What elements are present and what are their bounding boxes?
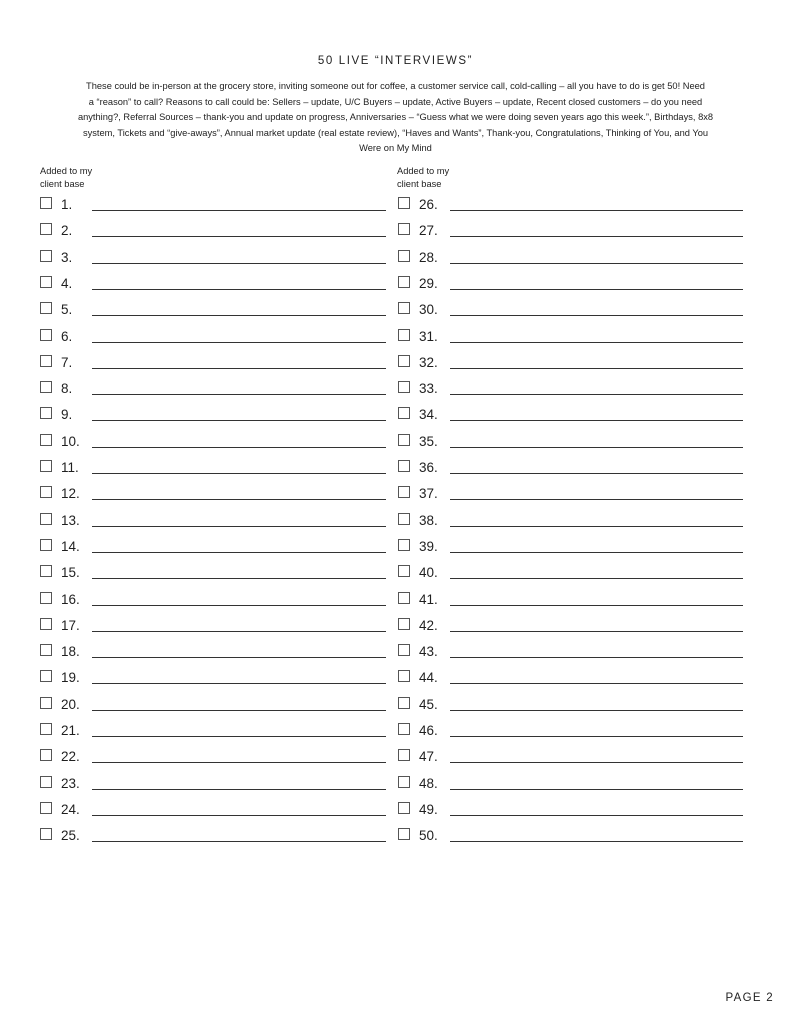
entry-row bbox=[398, 325, 743, 347]
column-header-line: client base bbox=[397, 179, 442, 189]
entry-row bbox=[40, 535, 386, 557]
entry-number: 13. bbox=[61, 512, 80, 528]
entry-number: 22. bbox=[61, 749, 80, 765]
entry-number: 19. bbox=[61, 670, 80, 686]
entry-write-line[interactable] bbox=[92, 341, 386, 343]
added-to-client-base-checkbox[interactable] bbox=[40, 618, 52, 630]
added-to-client-base-checkbox[interactable] bbox=[398, 723, 410, 735]
entry-write-line[interactable] bbox=[450, 419, 743, 421]
page-number: PAGE 2 bbox=[725, 992, 774, 1004]
entry-write-line[interactable] bbox=[450, 577, 743, 579]
entry-row bbox=[40, 456, 386, 478]
entry-row bbox=[40, 377, 386, 399]
entry-write-line[interactable] bbox=[450, 262, 743, 264]
added-to-client-base-checkbox[interactable] bbox=[398, 434, 410, 446]
entry-write-line[interactable] bbox=[92, 551, 386, 553]
entry-number: 37. bbox=[419, 486, 438, 502]
instructions-line: anything?, Referral Sources – thank-you and update on progress, Anniversaries – “Guess what we were doing seven years ago this week.”, Birthdays, 8x8 bbox=[77, 112, 714, 122]
added-to-client-base-checkbox[interactable] bbox=[40, 776, 52, 788]
entry-number: 4. bbox=[61, 275, 73, 291]
entry-number: 15. bbox=[61, 565, 80, 581]
entry-write-line[interactable] bbox=[450, 314, 743, 316]
entry-number: 20. bbox=[61, 696, 80, 712]
entry-write-line[interactable] bbox=[92, 577, 386, 579]
entry-write-line[interactable] bbox=[92, 709, 386, 711]
entry-number: 10. bbox=[61, 433, 80, 449]
entry-write-line[interactable] bbox=[450, 682, 743, 684]
added-to-client-base-checkbox[interactable] bbox=[40, 513, 52, 525]
page-title: 50 LIVE “INTERVIEWS” bbox=[317, 55, 474, 67]
entry-write-line[interactable] bbox=[450, 235, 743, 237]
entry-row bbox=[40, 509, 386, 531]
added-to-client-base-checkbox[interactable] bbox=[398, 276, 410, 288]
entry-number: 40. bbox=[419, 565, 438, 581]
entry-write-line[interactable] bbox=[450, 367, 743, 369]
entry-number: 36. bbox=[419, 460, 438, 475]
added-to-client-base-checkbox[interactable] bbox=[398, 407, 410, 419]
added-to-client-base-checkbox[interactable] bbox=[40, 697, 52, 709]
entry-write-line[interactable] bbox=[92, 682, 386, 684]
entry-write-line[interactable] bbox=[450, 288, 743, 290]
instructions-line: a “reason” to call? Reasons to call could be: Sellers – update, U/C Buyers – update, Active Buyers – update, Recent closed customers – do you need bbox=[88, 96, 703, 107]
added-to-client-base-checkbox[interactable] bbox=[40, 381, 52, 393]
entry-number: 43. bbox=[419, 644, 438, 660]
entry-number: 50. bbox=[419, 828, 438, 844]
entry-write-line[interactable] bbox=[450, 209, 743, 211]
entry-row bbox=[40, 193, 386, 215]
entry-number: 11. bbox=[61, 460, 79, 475]
column-header-line: Added to my bbox=[40, 166, 93, 176]
entry-number: 45. bbox=[419, 696, 438, 712]
entry-write-line[interactable] bbox=[92, 525, 386, 527]
entry-row bbox=[398, 482, 743, 504]
entry-write-line[interactable] bbox=[92, 498, 386, 500]
entry-write-line[interactable] bbox=[92, 446, 386, 448]
entry-number: 14. bbox=[61, 538, 80, 554]
entry-row bbox=[40, 640, 386, 662]
entry-row bbox=[398, 298, 743, 320]
entry-row bbox=[40, 666, 386, 688]
entry-number: 12. bbox=[61, 486, 80, 502]
entry-row bbox=[40, 246, 386, 268]
entry-row bbox=[398, 798, 743, 820]
entry-number: 5. bbox=[61, 302, 73, 318]
entry-number: 44. bbox=[419, 670, 438, 686]
added-to-client-base-checkbox[interactable] bbox=[40, 329, 52, 341]
entry-row bbox=[40, 482, 386, 504]
entry-row bbox=[398, 193, 743, 215]
entry-number: 18. bbox=[61, 644, 80, 660]
added-to-client-base-checkbox[interactable] bbox=[398, 697, 410, 709]
added-to-client-base-checkbox[interactable] bbox=[398, 513, 410, 525]
entry-write-line[interactable] bbox=[450, 630, 743, 632]
entry-row bbox=[398, 824, 743, 846]
entry-row bbox=[40, 351, 386, 373]
entry-row bbox=[40, 588, 386, 610]
entry-number: 34. bbox=[419, 407, 438, 423]
entry-row bbox=[40, 824, 386, 846]
entry-number: 32. bbox=[419, 354, 438, 370]
entry-write-line[interactable] bbox=[92, 472, 386, 474]
entry-number: 49. bbox=[419, 801, 438, 817]
entry-row bbox=[40, 403, 386, 425]
entry-write-line[interactable] bbox=[450, 393, 743, 395]
entry-row bbox=[398, 351, 743, 373]
column-header-line: client base bbox=[40, 179, 85, 189]
entry-row bbox=[398, 403, 743, 425]
entry-number: 21. bbox=[61, 723, 80, 738]
added-to-client-base-checkbox[interactable] bbox=[398, 828, 410, 840]
entry-write-line[interactable] bbox=[450, 761, 743, 763]
added-to-client-base-checkbox[interactable] bbox=[40, 486, 52, 498]
entry-number: 3. bbox=[61, 249, 73, 265]
added-to-client-base-checkbox[interactable] bbox=[40, 460, 52, 472]
entry-number: 35. bbox=[419, 433, 438, 449]
added-to-client-base-checkbox[interactable] bbox=[40, 407, 52, 419]
added-to-client-base-checkbox[interactable] bbox=[40, 749, 52, 761]
added-to-client-base-checkbox[interactable] bbox=[40, 539, 52, 551]
entry-number: 1. bbox=[61, 197, 73, 212]
entry-write-line[interactable] bbox=[92, 235, 386, 237]
entry-write-line[interactable] bbox=[92, 209, 386, 211]
entry-write-line[interactable] bbox=[450, 840, 743, 842]
entry-row bbox=[40, 298, 386, 320]
entry-write-line[interactable] bbox=[450, 446, 743, 448]
added-to-client-base-checkbox[interactable] bbox=[398, 329, 410, 341]
entry-write-line[interactable] bbox=[92, 604, 386, 606]
entry-write-line[interactable] bbox=[450, 735, 743, 737]
entry-write-line[interactable] bbox=[450, 788, 743, 790]
entry-number: 8. bbox=[61, 381, 73, 397]
instructions-line: system, Tickets and “give-aways”, Annual market update (real estate review), “Haves and Wants”, Thank-you, Congratulations, Thinking of You, and You bbox=[82, 127, 709, 138]
entry-number: 31. bbox=[419, 328, 438, 344]
added-to-client-base-checkbox[interactable] bbox=[40, 670, 52, 682]
entry-write-line[interactable] bbox=[92, 262, 386, 264]
entry-number: 47. bbox=[419, 749, 438, 765]
added-to-client-base-checkbox[interactable] bbox=[40, 197, 52, 209]
entry-number: 23. bbox=[61, 775, 80, 791]
entry-row bbox=[40, 325, 386, 347]
instructions-paragraph bbox=[48, 79, 743, 157]
entry-write-line[interactable] bbox=[92, 393, 386, 395]
added-to-client-base-checkbox[interactable] bbox=[398, 565, 410, 577]
entry-write-line[interactable] bbox=[92, 367, 386, 369]
entry-number: 42. bbox=[419, 617, 438, 633]
entry-number: 39. bbox=[419, 538, 438, 554]
entry-write-line[interactable] bbox=[92, 735, 386, 737]
column-header-left bbox=[40, 165, 130, 191]
entry-row bbox=[40, 430, 386, 452]
entry-write-line[interactable] bbox=[450, 604, 743, 606]
entry-number: 25. bbox=[61, 828, 80, 844]
entry-write-line[interactable] bbox=[450, 551, 743, 553]
entry-row bbox=[398, 745, 743, 767]
added-to-client-base-checkbox[interactable] bbox=[398, 486, 410, 498]
entry-row bbox=[40, 219, 386, 241]
added-to-client-base-checkbox[interactable] bbox=[40, 276, 52, 288]
entry-number: 48. bbox=[419, 775, 438, 791]
entry-number: 7. bbox=[61, 354, 73, 370]
entry-write-line[interactable] bbox=[92, 761, 386, 763]
entry-row bbox=[398, 588, 743, 610]
entry-number: 38. bbox=[419, 512, 438, 528]
added-to-client-base-checkbox[interactable] bbox=[40, 723, 52, 735]
entry-write-line[interactable] bbox=[92, 419, 386, 421]
entry-row bbox=[398, 666, 743, 688]
entry-write-line[interactable] bbox=[450, 341, 743, 343]
entry-number: 30. bbox=[419, 302, 438, 318]
entry-write-line[interactable] bbox=[92, 314, 386, 316]
entry-number: 41. bbox=[419, 591, 438, 607]
added-to-client-base-checkbox[interactable] bbox=[40, 250, 52, 262]
entry-row bbox=[398, 509, 743, 531]
entry-number: 33. bbox=[419, 381, 438, 397]
entry-row bbox=[40, 719, 386, 741]
entry-write-line[interactable] bbox=[450, 498, 743, 500]
entry-row bbox=[398, 640, 743, 662]
entry-write-line[interactable] bbox=[92, 288, 386, 290]
column-header-line: Added to my bbox=[397, 166, 450, 176]
added-to-client-base-checkbox[interactable] bbox=[398, 749, 410, 761]
entry-row bbox=[398, 219, 743, 241]
added-to-client-base-checkbox[interactable] bbox=[398, 644, 410, 656]
added-to-client-base-checkbox[interactable] bbox=[40, 223, 52, 235]
entry-row bbox=[40, 745, 386, 767]
column-header-right bbox=[397, 165, 487, 191]
entry-number: 16. bbox=[61, 591, 80, 607]
added-to-client-base-checkbox[interactable] bbox=[398, 302, 410, 314]
entry-number: 29. bbox=[419, 275, 438, 291]
added-to-client-base-checkbox[interactable] bbox=[398, 355, 410, 367]
entry-number: 17. bbox=[61, 617, 80, 633]
entry-row bbox=[40, 693, 386, 715]
entry-row bbox=[398, 693, 743, 715]
instructions-line: These could be in-person at the grocery store, inviting someone out for coffee, a customer service call, cold-calling – all you have to do is get 50! Need bbox=[86, 81, 705, 91]
entry-row bbox=[40, 772, 386, 794]
entry-number: 24. bbox=[61, 801, 80, 817]
added-to-client-base-checkbox[interactable] bbox=[398, 197, 410, 209]
entry-number: 6. bbox=[61, 328, 73, 344]
added-to-client-base-checkbox[interactable] bbox=[398, 592, 410, 604]
entry-write-line[interactable] bbox=[92, 788, 386, 790]
entry-row bbox=[398, 535, 743, 557]
entry-row bbox=[398, 719, 743, 741]
added-to-client-base-checkbox[interactable] bbox=[398, 460, 410, 472]
entry-number: 2. bbox=[61, 223, 73, 239]
added-to-client-base-checkbox[interactable] bbox=[398, 539, 410, 551]
entry-row bbox=[398, 772, 743, 794]
added-to-client-base-checkbox[interactable] bbox=[398, 776, 410, 788]
added-to-client-base-checkbox[interactable] bbox=[398, 381, 410, 393]
added-to-client-base-checkbox[interactable] bbox=[398, 618, 410, 630]
entry-row bbox=[398, 561, 743, 583]
entry-row bbox=[398, 430, 743, 452]
entry-write-line[interactable] bbox=[450, 525, 743, 527]
entry-number: 9. bbox=[61, 407, 73, 423]
entry-write-line[interactable] bbox=[92, 814, 386, 816]
entry-write-line[interactable] bbox=[450, 709, 743, 711]
entry-write-line[interactable] bbox=[92, 840, 386, 842]
entry-number: 28. bbox=[419, 249, 438, 265]
added-to-client-base-checkbox[interactable] bbox=[398, 250, 410, 262]
entry-row bbox=[398, 377, 743, 399]
added-to-client-base-checkbox[interactable] bbox=[40, 644, 52, 656]
added-to-client-base-checkbox[interactable] bbox=[40, 828, 52, 840]
entry-row bbox=[398, 456, 743, 478]
entry-row bbox=[398, 614, 743, 636]
entry-row bbox=[40, 272, 386, 294]
entry-write-line[interactable] bbox=[450, 472, 743, 474]
instructions-line: Were on My Mind bbox=[359, 143, 432, 153]
added-to-client-base-checkbox[interactable] bbox=[40, 565, 52, 577]
added-to-client-base-checkbox[interactable] bbox=[398, 802, 410, 814]
entry-number: 27. bbox=[419, 223, 438, 239]
entry-row bbox=[398, 246, 743, 268]
entry-write-line[interactable] bbox=[450, 656, 743, 658]
entry-write-line[interactable] bbox=[92, 630, 386, 632]
entry-row bbox=[40, 614, 386, 636]
entry-write-line[interactable] bbox=[92, 656, 386, 658]
entry-row bbox=[398, 272, 743, 294]
added-to-client-base-checkbox[interactable] bbox=[40, 302, 52, 314]
entry-row bbox=[40, 798, 386, 820]
added-to-client-base-checkbox[interactable] bbox=[398, 223, 410, 235]
added-to-client-base-checkbox[interactable] bbox=[40, 355, 52, 367]
entry-number: 26. bbox=[419, 197, 438, 212]
added-to-client-base-checkbox[interactable] bbox=[40, 592, 52, 604]
entry-row bbox=[40, 561, 386, 583]
added-to-client-base-checkbox[interactable] bbox=[40, 434, 52, 446]
added-to-client-base-checkbox[interactable] bbox=[40, 802, 52, 814]
entry-write-line[interactable] bbox=[450, 814, 743, 816]
entry-number: 46. bbox=[419, 723, 438, 738]
added-to-client-base-checkbox[interactable] bbox=[398, 670, 410, 682]
